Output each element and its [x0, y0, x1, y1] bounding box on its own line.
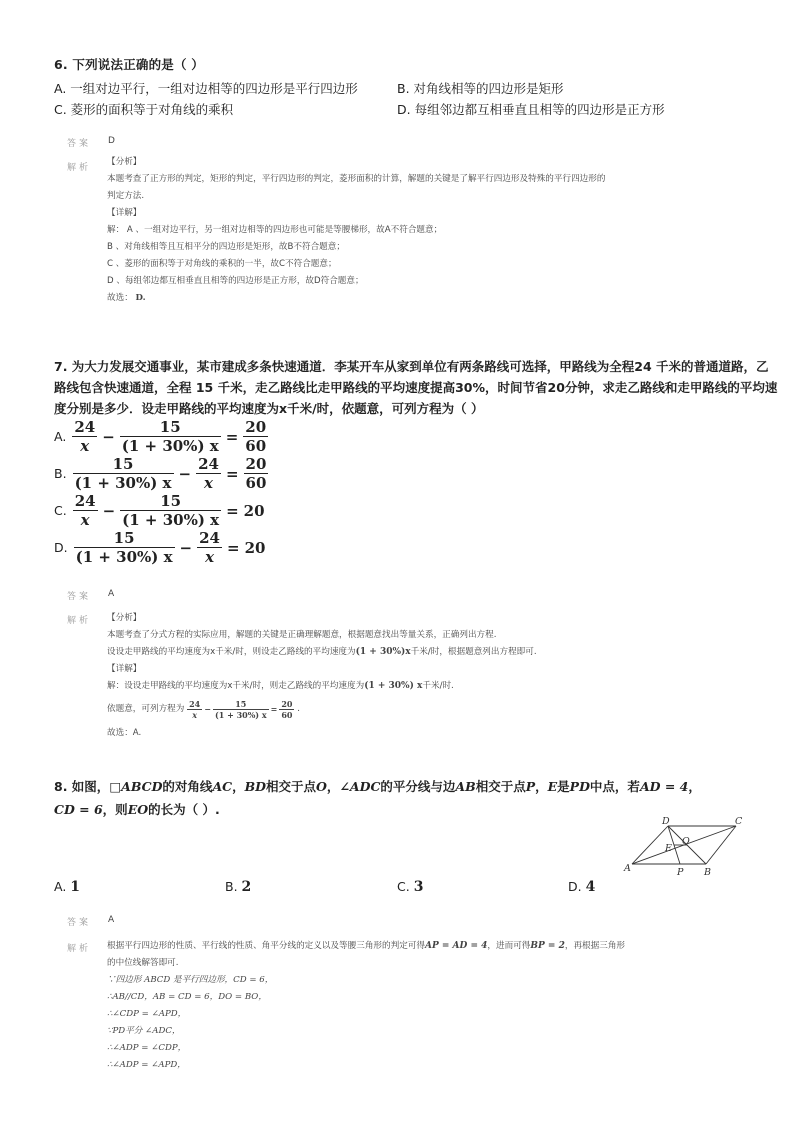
label-o: O: [682, 836, 690, 847]
q6-answer-label: 答案: [67, 139, 92, 149]
q8-analysis-s2: ∴AB//CD，AB = CD = 6，DO = BO，: [107, 992, 267, 1002]
q8-option-a: A. 1: [54, 879, 81, 895]
edge-da: [632, 826, 668, 864]
q6-option-c: C. 菱形的面积等于对角线的乘积: [54, 102, 234, 117]
q6-analysis-l5: 故选： D.: [107, 293, 146, 303]
q7-option-b-letter: B.: [54, 466, 67, 481]
q6-option-a: A. 一组对边平行，一组对边相等的四边形是平行四边形: [54, 81, 358, 96]
q7-option-d-letter: D.: [54, 540, 68, 555]
label-d: D: [662, 816, 670, 827]
q7-option-c: C. $\frac{24}{x}$ − $\frac{15}{(1 + 30\%) x}$ = 20: [54, 492, 265, 529]
q6-title: 6. 下列说法正确的是（ ）: [54, 57, 204, 72]
q8-analysis-s1: ∵四边形 ABCD 是平行四边形，CD = 6，: [107, 975, 274, 985]
q7-analysis-p1: 本题考查了分式方程的实际应用，解题的关键是正确理解题意，根据题意找出等量关系，正确列出方程.: [107, 630, 497, 640]
label-e: E: [665, 843, 672, 854]
q7-answer: A: [108, 589, 115, 599]
q7-line3: 度分别是多少．设走甲路线的平均速度为x千米/时，依题意，可列方程为（ ）: [54, 401, 484, 416]
q8-stem: [54, 776, 701, 820]
q8-line1: 8. 如图，□ABCD的对角线AC，BD相交于点O，∠ADC的平分线与边AB相交于点P，E是PD中点，若AD = 4，: [54, 779, 701, 794]
q6-analysis-l4: D 、每组邻边都互相垂直且相等的四边形是正方形，故D符合题意；: [107, 276, 364, 286]
label-c: C: [735, 816, 743, 827]
q8-analysis-s4: ∵PD平分 ∠ADC，: [107, 1026, 181, 1036]
q8-analysis-s6: ∴∠ADP = ∠APD，: [107, 1060, 186, 1070]
q7-analysis-label: 解析: [67, 616, 92, 626]
q7-line2: 路线包含快速通道，全程 15 千米，走乙路线比走甲路线的平均速度提高30%，时间节省20分钟，求走乙路线和走甲路线的平均速: [54, 380, 778, 395]
q6-analysis-head2: 【详解】: [107, 208, 142, 218]
q6-option-b: B. 对角线相等的四边形是矩形: [397, 81, 564, 96]
q7-answer-label: 答案: [67, 592, 92, 602]
q7-option-a: A. $\frac{24}{x}$ − $\frac{15}{(1 + 30\%) x}$ = $\frac{20}{60}$: [54, 418, 267, 455]
label-b: B: [704, 867, 711, 878]
q8-analysis-label: 解析: [67, 944, 92, 954]
q7-analysis-d2: 依题意，可列方程为 $\frac{24}{x}$ − $\frac{15}{(1 + 30\%) x}$ = $\frac{20}{60}$ .: [107, 698, 301, 720]
q7-analysis-head2: 【详解】: [107, 664, 142, 674]
q6-analysis-head1: 【分析】: [107, 157, 142, 167]
q7-analysis-d3: 故选：A.: [107, 728, 142, 738]
q8-answer-label: 答案: [67, 918, 92, 928]
q7-option-a-letter: A.: [54, 429, 67, 444]
q8-analysis-p2: 的中位线解答即可.: [107, 958, 179, 968]
q7-analysis-d1: 解：设设走甲路线的平均速度为x千米/时，则走乙路线的平均速度为(1 + 30%) x千米/时.: [107, 681, 454, 691]
q6-analysis-label: 解析: [67, 163, 92, 173]
q8-line2: CD = 6，则EO的长为（ ）.: [54, 802, 220, 817]
q7-option-d: D. $\frac{15}{(1 + 30\%) x}$ − $\frac{24}{x}$ = 20: [54, 529, 266, 566]
q7-option-c-letter: C.: [54, 503, 67, 518]
q7-analysis: [107, 610, 537, 742]
q6-analysis-p1: 本题考查了正方形的判定，矩形的判定，平行四边形的判定，菱形面积的计算，解题的关键是了解平行四边形及特殊的平行四边形的: [107, 174, 606, 184]
q8-answer: A: [108, 915, 115, 925]
q7-stem: [54, 356, 777, 419]
q8-analysis-s3: ∴∠CDP = ∠APD，: [107, 1009, 187, 1019]
q8-option-c: C. 3: [397, 879, 424, 895]
q6-analysis: [107, 154, 605, 307]
q8-analysis-s5: ∴∠ADP = ∠CDP，: [107, 1043, 187, 1053]
q8-analysis-p1: 根据平行四边形的性质、平行线的性质、角平分线的定义以及等腰三角形的判定可得AP = AD = 4，进而可得BP = 2，再根据三角形: [107, 941, 626, 951]
q6-answer: D: [108, 136, 115, 146]
q8-option-d: D. 4: [568, 879, 596, 895]
q8-option-b: B. 2: [225, 879, 252, 895]
label-p: P: [677, 867, 684, 878]
q7-line1: 7. 为大力发展交通事业，某市建成多条快速通道．李某开车从家到单位有两条路线可选择，甲路线为全程24 千米的普通道路，乙: [54, 359, 769, 374]
q7-analysis-p2: 设设走甲路线的平均速度为x千米/时，则设走乙路线的平均速度为(1 + 30%)x千米/时，根据题意列出方程即可.: [107, 647, 537, 657]
q8-analysis: [107, 938, 625, 1074]
label-a: A: [624, 863, 631, 874]
q6-analysis-p2: 判定方法.: [107, 191, 145, 201]
q6-analysis-l2: B 、对角线相等且互相平分的四边形是矩形，故B不符合题意；: [107, 242, 345, 252]
q7-option-b: B. $\frac{15}{(1 + 30\%) x}$ − $\frac{24}{x}$ = $\frac{20}{60}$: [54, 455, 267, 492]
q6-option-d: D. 每组邻边都互相垂直且相等的四边形是正方形: [397, 102, 665, 117]
parallelogram-figure: [622, 816, 752, 878]
q7-analysis-head1: 【分析】: [107, 613, 142, 623]
q6-analysis-l3: C 、菱形的面积等于对角线的乘积的一半，故C不符合题意；: [107, 259, 337, 269]
q6-analysis-l1: 解： A 、一组对边平行，另一组对边相等的四边形也可能是等腰梯形，故A不符合题意；: [107, 225, 443, 235]
